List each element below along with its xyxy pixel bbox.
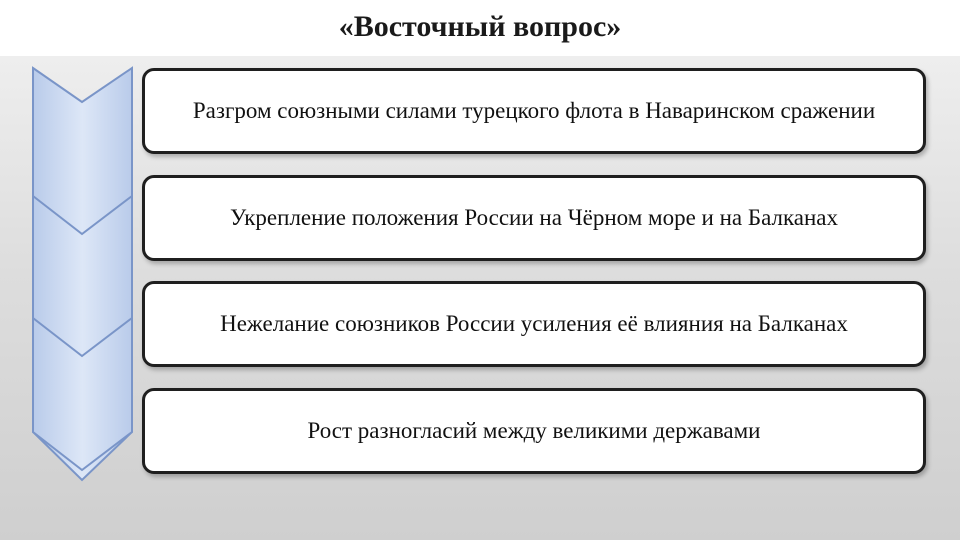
step-box-1: Разгром союзными силами турецкого флота в Наваринском сражении — [142, 68, 926, 154]
slide-title: «Восточный вопрос» — [338, 10, 622, 43]
step-box-4: Рост разногласий между великими державами — [142, 388, 926, 474]
step-box-3: Нежелание союзников России усиления её влияния на Балканах — [142, 281, 926, 367]
step-box-2: Укрепление положения России на Чёрном море и на Балканах — [142, 175, 926, 261]
